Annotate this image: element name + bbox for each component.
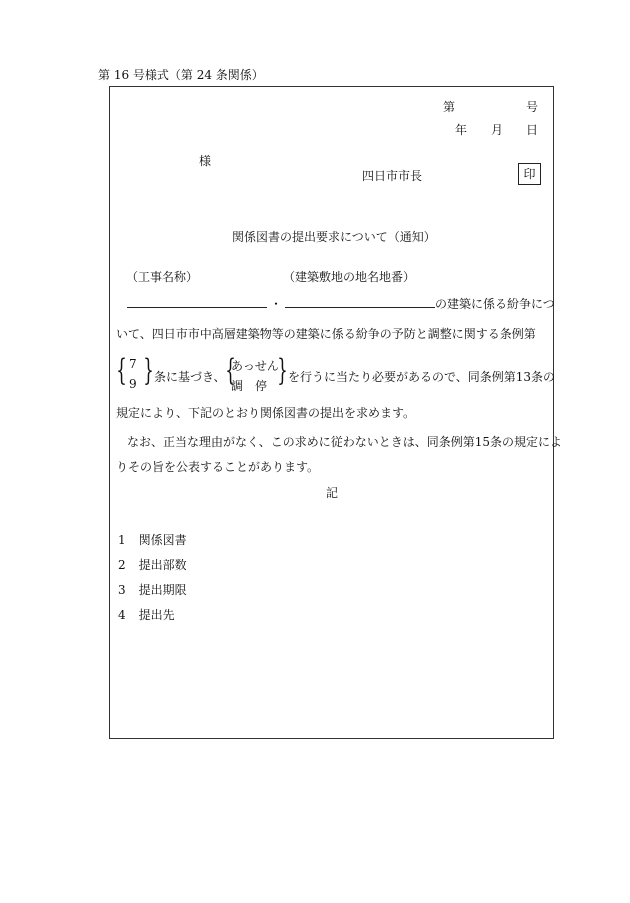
item-4-number: 4 — [118, 608, 126, 622]
body-line-2: いて、四日市市中高層建築物等の建築に係る紛争の予防と調整に関する条例第 — [116, 327, 536, 341]
body-line-1-end: の建築に係る紛争につ — [435, 297, 555, 311]
form-number: 第 16 号様式（第 24 条関係） — [98, 68, 264, 82]
item-2-text: 提出部数 — [138, 558, 187, 572]
item-3-number: 3 — [118, 583, 126, 597]
body-line-4: 規定により、下記のとおり関係図書の提出を求めます。 — [116, 406, 416, 420]
body-line-3-mid: 条に基づき、 — [154, 370, 226, 384]
item-4-text: 提出先 — [138, 608, 175, 622]
project-name-blank — [127, 295, 267, 308]
choice-conciliation: 調 停 — [231, 379, 268, 393]
brace-right-1: } — [143, 353, 154, 388]
choice-mediation: あっせん — [231, 359, 279, 373]
body-line-3-end: を行うに当たり必要があるので、同条例第13条の — [288, 370, 556, 384]
document-title: 関係図書の提出要求について（通知） — [232, 230, 436, 244]
article-top: 7 — [129, 357, 137, 371]
item-3-text: 提出期限 — [138, 583, 187, 597]
number-prefix: 第 — [443, 100, 456, 114]
addressee-suffix: 様 — [199, 154, 212, 168]
article-bottom: 9 — [129, 377, 137, 391]
item-3 — [118, 581, 187, 598]
item-1-number: 1 — [118, 533, 126, 547]
ki-heading: 記 — [326, 486, 339, 500]
issuer-name: 四日市市長 — [362, 169, 423, 183]
body-line-6: りその旨を公表することがあります。 — [116, 460, 320, 474]
brace-left-1: { — [116, 353, 127, 388]
item-2-number: 2 — [118, 558, 126, 572]
site-address-blank — [285, 295, 435, 308]
body-line-1 — [127, 295, 555, 312]
item-2 — [118, 556, 187, 573]
number-suffix: 号 — [526, 100, 539, 114]
separator-dot: ・ — [270, 297, 283, 311]
brace-right-2: } — [277, 353, 288, 388]
brace-left-2: { — [225, 353, 236, 388]
date-day: 日 — [526, 123, 539, 137]
label-project-name: （工事名称） — [126, 270, 199, 284]
label-site-address: （建築敷地の地名地番） — [283, 270, 416, 284]
item-1-text: 関係図書 — [138, 533, 187, 547]
date-year: 年 — [455, 123, 468, 137]
seal-stamp: 印 — [518, 163, 541, 185]
item-1 — [118, 531, 187, 548]
item-4 — [118, 606, 175, 623]
body-line-5: なお、正当な理由がなく、この求めに従わないときは、同条例第15条の規定によ — [127, 435, 563, 449]
date-month: 月 — [491, 123, 504, 137]
